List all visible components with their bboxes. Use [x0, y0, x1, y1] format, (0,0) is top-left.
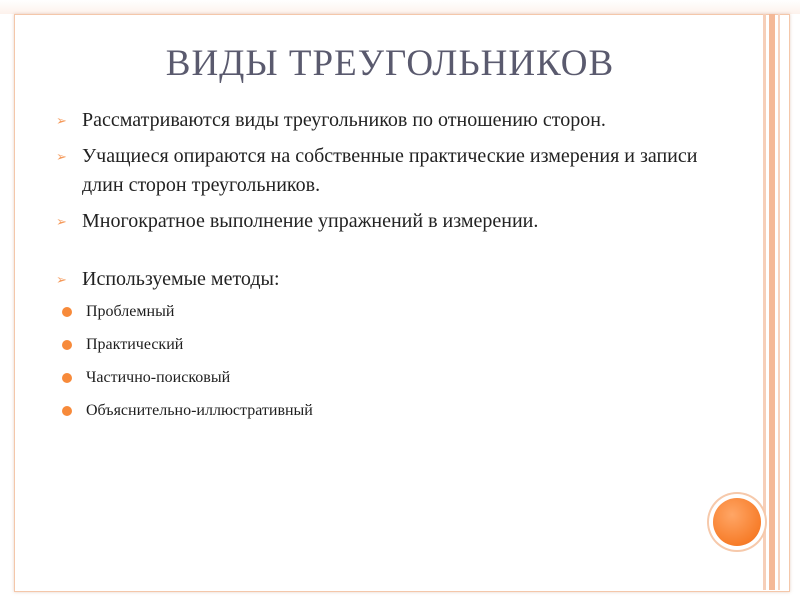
bullet-text: Рассматриваются виды треугольников по отношению сторон. — [82, 109, 606, 131]
arrow-bullet-icon: ➢ — [56, 149, 67, 164]
bullet-text: Используемые методы: — [82, 268, 280, 290]
method-item — [56, 367, 736, 389]
method-text: Объяснительно-иллюстративный — [86, 402, 313, 419]
decorative-stripe — [769, 14, 775, 590]
methods-list — [56, 301, 736, 422]
bullet-item — [56, 106, 736, 135]
method-text: Частично-поисковый — [86, 369, 231, 386]
frame-top-edge — [0, 0, 800, 14]
decorative-stripe — [763, 14, 766, 590]
bullet-item — [56, 207, 736, 236]
decorative-stripe — [778, 14, 780, 590]
method-item — [56, 400, 736, 422]
slide-title: ВИДЫ ТРЕУГОЛЬНИКОВ — [165, 43, 615, 84]
arrow-bullet-icon: ➢ — [56, 113, 67, 128]
arrow-bullet-icon: ➢ — [56, 272, 67, 287]
bullet-text: Многократное выполнение упражнений в измерении. — [82, 210, 539, 232]
bullet-item — [56, 265, 736, 294]
orange-dot-icon — [62, 307, 72, 317]
arrow-bullet-icon: ➢ — [56, 214, 67, 229]
decorative-orange-circle — [713, 498, 761, 546]
method-text: Практический — [86, 336, 184, 353]
orange-dot-icon — [62, 373, 72, 383]
method-item — [56, 301, 736, 323]
bullet-list — [56, 106, 736, 433]
bullet-text: Учащиеся опираются на собственные практические измерения и записи длин сторон треугольников. — [82, 145, 698, 196]
orange-dot-icon — [62, 340, 72, 350]
method-text: Проблемный — [86, 303, 175, 320]
method-item — [56, 334, 736, 356]
orange-dot-icon — [62, 406, 72, 416]
bullet-item — [56, 142, 736, 200]
